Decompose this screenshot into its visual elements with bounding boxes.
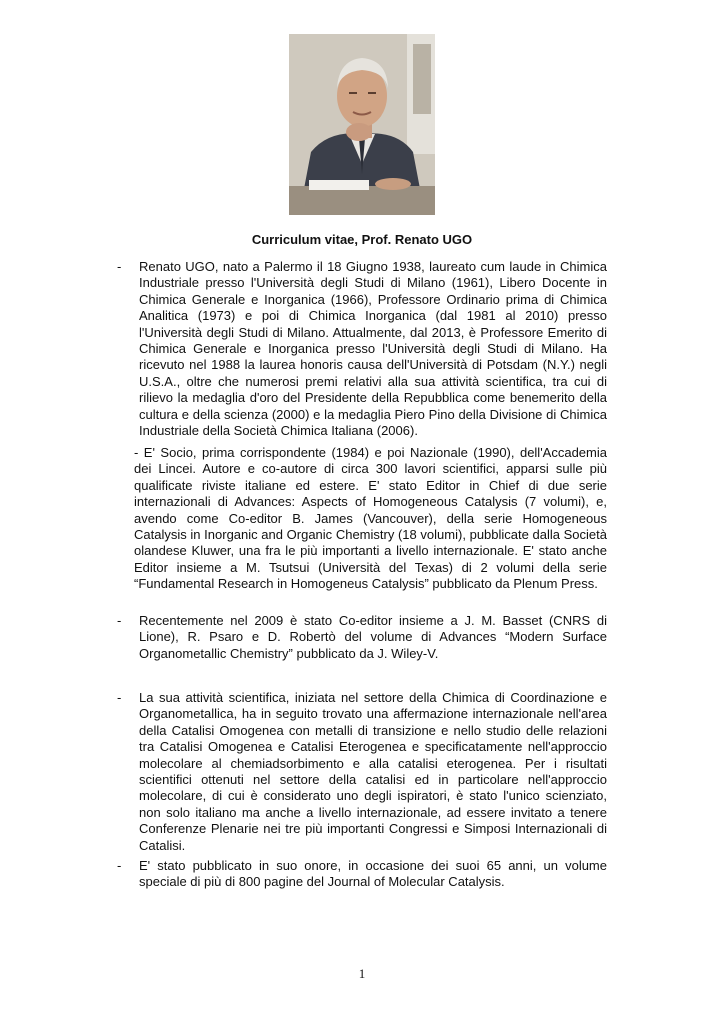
portrait-photo: [289, 34, 435, 215]
page-number: 1: [358, 966, 366, 981]
cv-item-1-text: Renato UGO, nato a Palermo il 18 Giugno 1938, laureato cum laude in Chimica Industriale presso l'Università degli Studi di Milano (1961), Libero Docente in Chimica Generale e Inorganica (1966), Professore Ordinario prima di Chimica Analitica (1973) e poi di Chimica Inorganica (dal 1981 al 2010) presso l'Università degli Studi di Milano. Attualmente, dal 2013, è Professore Emerito di Chimica Generale e Inorganica presso l'Università degli Studi di Milano. Ha ricevuto nel 1988 la laurea honoris causa dell'Università di Potsdam (N.Y.) negli U.S.A., oltre che numerosi premi relativi alla sua attività scientifica, tra cui di rilievo la medaglia d'oro del Presidente della Repubblica come benemerito della cultura e della scienza (2000) e la medaglia Piero Pino della Divisione di Chimica Industriale della Società Chimica Italiana (2006).: [139, 259, 607, 439]
cv-item-5: [117, 858, 607, 891]
bullet-dash: -: [117, 858, 122, 873]
cv-item-3-text: Recentemente nel 2009 è stato Co-editor insieme a J. M. Basset (CNRS di Lione), R. Psaro e D. Robertò del volume di Advances “Modern Surface Organometallic Chemistry” pubblicato da J. Wiley-V.: [139, 613, 607, 661]
bullet-dash: -: [117, 690, 122, 705]
document-title: Curriculum vitae, Prof. Renato UGO: [251, 232, 473, 247]
cv-item-5-text: E' stato pubblicato in suo onore, in occasione dei suoi 65 anni, un volume speciale di più di 800 pagine del Journal of Molecular Catalysis.: [139, 858, 607, 890]
cv-item-4-text: La sua attività scientifica, iniziata nel settore della Chimica di Coordinazione e Organometallica, ha in seguito trovato una affermazione internazionale nell'area della Catalisi Omogenea con metalli di transizione e nello studio delle relazioni tra Catalisi Omogenea e Catalisi Eterogenea e specificatamente nell'approccio molecolare al chemiadsorbimento e alla catalisi eterogenea. Per i risultati scientifici ottenuti nel settore della catalisi ed in particolare nell'approccio molecolare, di cui è considerato uno degli ispiratori, è stato l'unico scienziato, non solo italiano ma anche a livello internazionale, ad essere invitato a tenere Conferenze Plenarie nei tre più importanti Congressi e Simposi Internazionali di Catalisi.: [139, 690, 607, 853]
bullet-dash: -: [117, 259, 122, 274]
cv-item-3: [117, 613, 607, 662]
portrait-illustration: [289, 34, 435, 215]
cv-item-2-text: - E' Socio, prima corrispondente (1984) e poi Nazionale (1990), dell'Accademia dei Lincei. Autore e co-autore di circa 300 lavori scientifici, apparsi sulle più qualificate riviste italiane ed estere. E' stato Editor in Chief di due serie internazionali di Advances: Aspects of Homogeneous Catalysis (7 volumi), e, avendo come Co-editor B. James (Vancouver), della serie Homogeneous Catalysis in Inorganic and Organic Chemistry (18 volumi), pubblicate dalla Società olandese Kluwer, una fra le più importanti a livello internazionale. E' stato anche Editor insieme a M. Tsutsui (Università del Texas) di 2 volumi della serie “Fundamental Research in Homogeneus Catalysis” pubblicato da Plenum Press.: [134, 445, 607, 592]
bullet-dash: -: [117, 613, 122, 628]
cv-item-4: [117, 690, 607, 854]
cv-item-1: [117, 259, 607, 439]
